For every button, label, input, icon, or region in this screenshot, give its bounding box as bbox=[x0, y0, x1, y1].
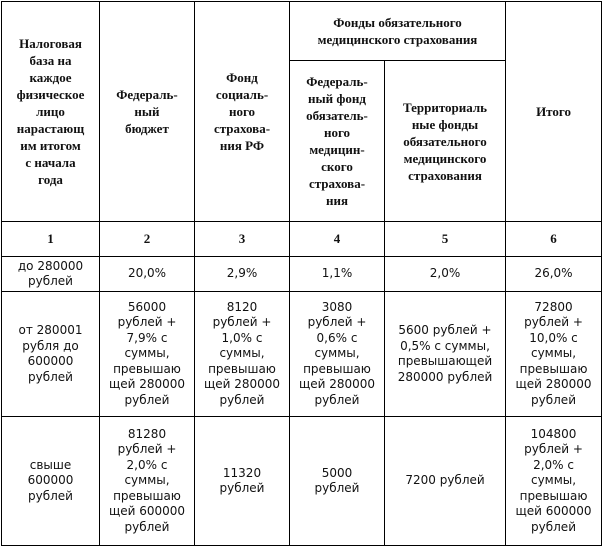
header-social-insurance-fund: Фонд социаль- ного страхова- ния РФ bbox=[195, 2, 290, 222]
column-number: 4 bbox=[290, 222, 385, 257]
table-row bbox=[2, 417, 602, 546]
cell-social-insurance-fund: 11320 рублей bbox=[195, 417, 290, 546]
cell-social-insurance-fund: 2,9% bbox=[195, 257, 290, 292]
header-medical-insurance-funds: Фонды обязательного медицинского страхования bbox=[290, 2, 506, 61]
cell-tax-base: до 280000 рублей bbox=[2, 257, 100, 292]
cell-federal-budget: 20,0% bbox=[100, 257, 195, 292]
cell-total: 104800 рублей + 2,0% с суммы, превышаю щей 600000 рублей bbox=[506, 417, 602, 546]
column-number: 5 bbox=[385, 222, 506, 257]
cell-federal-medical-fund: 1,1% bbox=[290, 257, 385, 292]
cell-territorial-medical-funds: 2,0% bbox=[385, 257, 506, 292]
cell-territorial-medical-funds: 7200 рублей bbox=[385, 417, 506, 546]
table-row bbox=[2, 292, 602, 417]
cell-federal-medical-fund: 5000 рублей bbox=[290, 417, 385, 546]
cell-federal-medical-fund: 3080 рублей + 0,6% с суммы, превышаю щей 280000 рублей bbox=[290, 292, 385, 417]
cell-federal-budget: 81280 рублей + 2,0% с суммы, превышаю щей 600000 рублей bbox=[100, 417, 195, 546]
column-number: 1 bbox=[2, 222, 100, 257]
column-number: 2 bbox=[100, 222, 195, 257]
tax-rate-table bbox=[1, 1, 602, 546]
header-federal-medical-fund: Федераль- ный фонд обязатель- ного медицин- ского страхова- ния bbox=[290, 61, 385, 222]
header-tax-base: Налоговая база на каждое физическое лицо нарастающ им итогом с начала года bbox=[2, 2, 100, 222]
column-number: 3 bbox=[195, 222, 290, 257]
cell-tax-base: от 280001 рубля до 600000 рублей bbox=[2, 292, 100, 417]
cell-total: 72800 рублей + 10,0% с суммы, превышаю щей 280000 рублей bbox=[506, 292, 602, 417]
cell-territorial-medical-funds: 5600 рублей + 0,5% с суммы, превышающей 280000 рублей bbox=[385, 292, 506, 417]
cell-tax-base: свыше 600000 рублей bbox=[2, 417, 100, 546]
cell-social-insurance-fund: 8120 рублей + 1,0% с суммы, превышаю щей 280000 рублей bbox=[195, 292, 290, 417]
header-total: Итого bbox=[506, 2, 602, 222]
cell-total: 26,0% bbox=[506, 257, 602, 292]
column-number: 6 bbox=[506, 222, 602, 257]
header-territorial-medical-funds: Территориаль ные фонды обязательного медицинского страхования bbox=[385, 61, 506, 222]
header-federal-budget: Федераль- ный бюджет bbox=[100, 2, 195, 222]
column-numbers-row bbox=[2, 222, 602, 257]
cell-federal-budget: 56000 рублей + 7,9% с суммы, превышаю щей 280000 рублей bbox=[100, 292, 195, 417]
table-row bbox=[2, 257, 602, 292]
